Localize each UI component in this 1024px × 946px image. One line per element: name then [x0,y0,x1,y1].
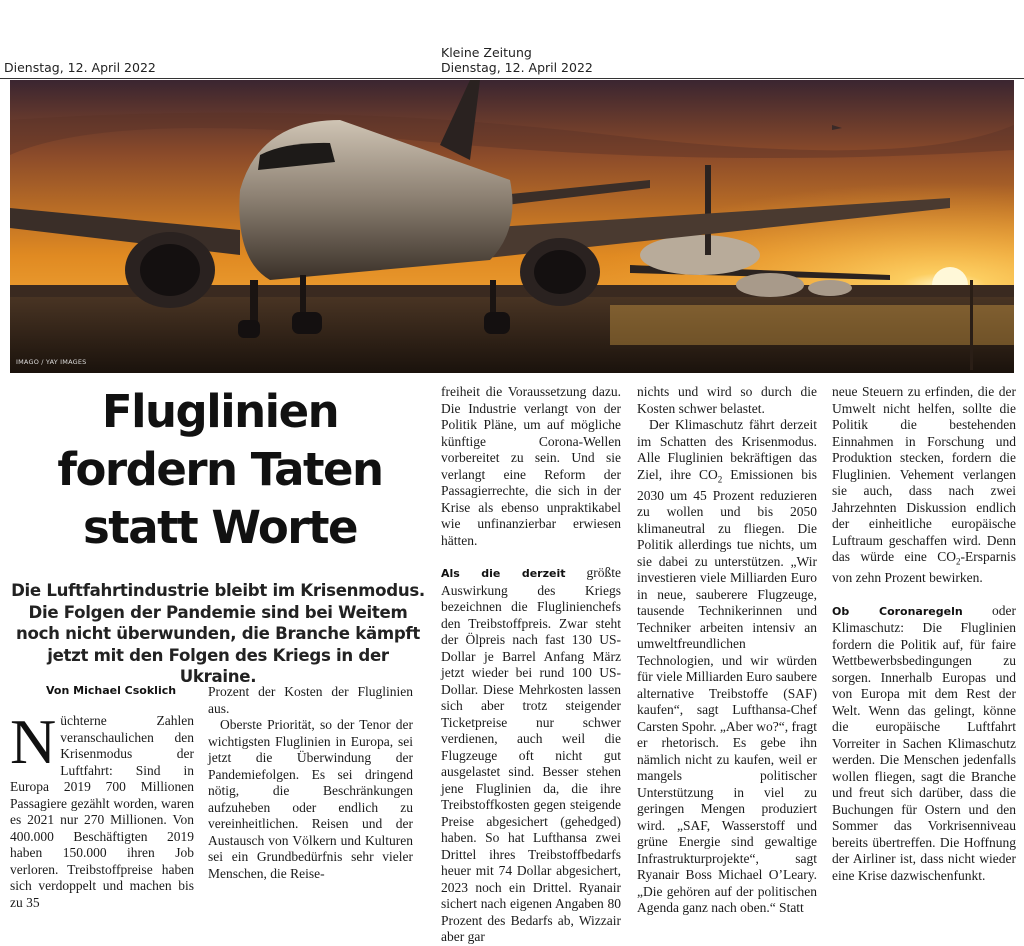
header-rule [0,78,1024,79]
kicker-corona: Ob Coronaregeln [832,604,963,618]
airplanes-sunset-image [10,80,1014,373]
paper-name: Kleine Zeitung [441,45,532,60]
kicker-fuel: Als die derzeit [441,567,566,580]
header-date-left: Dienstag, 12. April 2022 [4,60,156,75]
climate-cont-text-b: -Ersparnis von zehn Prozent bewirken. [832,549,1016,586]
article-photo [10,80,1014,373]
photo-credit: IMAGO / YAY IMAGES [16,358,87,366]
climate-text-a: Der Klimaschutz fährt derzeit im Schatten des Krisenmodus. Alle Fluglinien bekräftigen das Ziel, ihre CO [637,417,817,482]
paragraph-intro [10,706,194,911]
drop-cap: N [10,706,57,777]
paragraph-fuel [441,565,621,946]
paragraph-fuel-text: größte Auswirkung des Kriegs bezeichnen die Fluglinienchefs den Treibstoffpreis. Zwar steht der Ölpreis nach fast 130 US-Dollar je Barrel Anfang März jetzt wieder bei rund 100 US-Dollar. Diese Mehrkosten lassen sich aber trotz steigender Ticketpreise nur schwer verdienen, auch weil die Flugzeuge oft nicht gut ausgelastet sind. Besser stehen jene Fluglinien da, die ihre Treibstoffkosten gegen steigende Preise abgesichert (gehedged) haben. So hat Lufthansa zwei Drittel ihres Treibstoffbedarfs heuer mit 74 Dollar abgesichert, 2023 noch ein Drittel. Ryanair sichert nach eigenen Angaben 80 Prozent des Bedarfs ab, Wizzair aber gar [441,565,621,944]
article-column-2 [208,684,413,882]
paragraph-priority: Oberste Priorität, so der Tenor der wichtigsten Fluglinien in Europa, sei jetzt die Überwindung der Pandemiefolgen. Es sei dringend nötig, die Beschränkungen aufzuheben oder endlich zu vereinheitlichen. Reisen und der Austausch von Völkern und Kulturen sei ein Grundbedürfnis sehr vieler Menschen, die Reise- [208,717,413,881]
header-date-right: Dienstag, 12. April 2022 [441,60,593,75]
climate-cont-text-a: neue Steuern zu erfinden, die der Umwelt nicht helfen, sollte die Politik die bestehenden Einnahmen in Forschung und Produktion stecken, fordern die Fluglinien. Vehement verlangen sie auch, dass nach zwei Jahrzehnten Diskussion endlich der einheitliche europäische Luftraum geschaffen wird. Denn das würde eine CO [832,384,1016,564]
headline-line-1: Fluglinien [101,385,339,438]
headline-line-2: fordern Taten [57,443,383,496]
paragraph-priority-continued: freiheit die Voraussetzung dazu. Die Industrie verlangt von der Politik Pläne, um auf mögliche künftige Corona-Wellen vorbereitet zu sein. Und sie verlangt eine Reform der Passagierrechte, die sich in der Krise als ebenso unpraktikabel wie unfinanzierbar erwiesen hätten. [441,384,621,548]
paragraph-intro-continued: Prozent der Kosten der Fluglinien aus. [208,684,413,716]
paragraph-intro-text: üchterne Zahlen veranschaulichen den Krisenmodus der Luftfahrt: Sind in Europa 2019 700 Millionen Passagiere gezählt worden, waren es 2021 nur 270 Millionen. Von 400.000 Beschäftigten 2019 haben 150.000 ihren Job verloren. Treibstoffpreise haben sich verdoppelt und machen bis zu 35 [10,713,194,910]
headline-line-3: statt Worte [82,501,358,554]
paragraph-fuel-continued: nichts und wird so durch die Kosten schwer belastet. [637,384,817,416]
article-column-4 [637,384,817,917]
climate-text-b: Emissionen bis 2030 um 45 Prozent reduzieren zu wollen und bis 2050 klimaneutral zu fliegen. Die Politik allerdings tue nichts, um sie dabei zu unterstützen. „Wir investieren viele Milliarden Euro in neue, sauberere Flugzeuge, tausende Technikerinnen und Techniker arbeiten intensiv an umweltfreundlichen Technologien, und wir würden für viele Milliarden Euro saubere alternative Treibstoffe (SAF) kaufen“, sagt Lufthansa-Chef Carsten Spohr. „Aber wo?“, fragt er rhetorisch. Es gebe ihn nämlich nicht zu kaufen, weil er mangels politischer Unterstützung in viel zu geringen Mengen produziert wird. „SAF, Wasserstoff und grüne Energie sind gewaltige Infrastrukturprojekte“, sagt Ryanair Boss Michael O’Leary. „Die gehören auf der politischen Agenda ganz nach oben.“ Statt [637,466,817,916]
co2-subscript-2: 2 [956,556,961,567]
paragraph-conclusion [832,603,1016,885]
byline: Von Michael Csoklich [46,684,177,697]
article-column-3 [441,384,621,946]
paragraph-climate-continued [832,384,1016,587]
subheadline: Die Luftfahrtindustrie bleibt im Krisenmodus. Die Folgen der Pandemie sind bei Weitem noch nicht überwunden, die Branche kämpft jetzt mit den Folgen des Kriegs in der Ukraine. [11,581,425,686]
article-column-1 [10,706,194,911]
article-column-5 [832,384,1016,884]
paragraph-conclusion-text: oder Klimaschutz: Die Fluglinien fordern die Politik auf, für faire Wettbewerbsbedingungen zu sorgen. Innerhalb Europas und von Europa mit dem Rest der Welt. Wenn das gelingt, könne die europäische Luftfahrt Vorreiter in Sachen Klimaschutz werden. Die Menschen jedenfalls wollen fliegen, sagt die Branche und freut sich darüber, dass die Buchungen für Ostern und den Sommer das Vorkrisenniveau bereits übertreffen. Die Hoffnung der Airliner ist, dass nicht wieder eine Krise dazwischenfunkt. [832,602,1016,883]
co2-subscript: 2 [717,474,723,485]
headline [14,383,426,557]
paragraph-climate [637,417,817,917]
header-masthead [441,45,593,75]
